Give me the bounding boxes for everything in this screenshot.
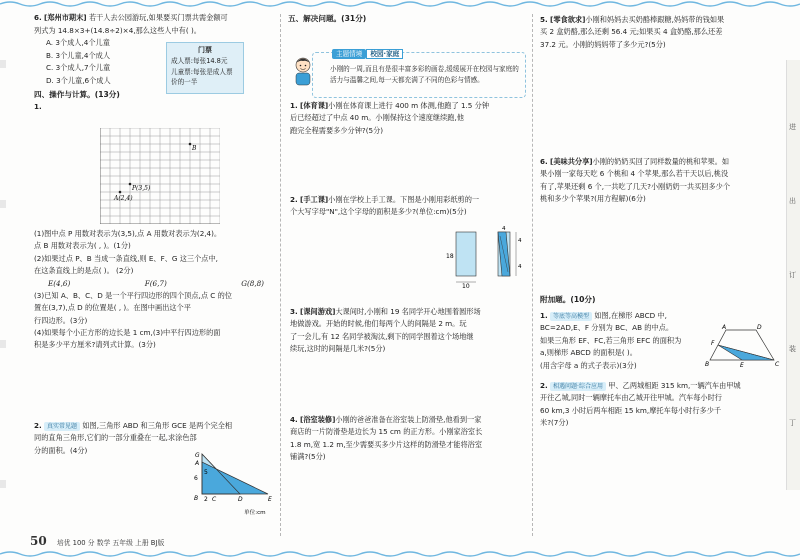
question-text: 大课间时,小刚和 19 名同学开心地围着圆形场	[335, 307, 481, 316]
option-b: B. 3个儿童,4个成人	[46, 50, 111, 60]
student-avatar-icon	[292, 56, 314, 86]
question-text: 后已经超过了中点 40 m。小刚保持这个速度继续跑,他	[290, 113, 464, 123]
section-four-heading: 四、操作与计算。(13分)	[34, 89, 120, 99]
binding-mark: 订	[789, 271, 796, 279]
question-type-badge: 真实常见题	[44, 422, 80, 431]
edge-mark	[0, 340, 6, 348]
q1-part4: (4)如果每个小正方形的边长是 1 cm,(3)中平行四边形的面	[34, 328, 221, 337]
unit-label: 单位:cm	[244, 510, 266, 516]
question-type-badge: 相遇问题·综合应用	[550, 382, 606, 391]
trapezoid-figure	[704, 322, 782, 368]
question-text: 小刚的奶奶买回了同样数量的桃和苹果。如	[592, 157, 730, 166]
question-4-middle	[290, 414, 528, 464]
question-source-tag: [浴室装修]	[300, 415, 336, 424]
q1-part2-answer: 在这条直线上的是点( )。 (2分)	[34, 266, 134, 276]
theme-text: 小刚的一周,而且有是很丰富多彩的画卷,缓缓展开在校园与家庭的活力与温馨之间,每一天都充满了不同的色彩与情感。	[330, 65, 519, 85]
q1-part3-cont: 置在(3,7),点 D 的位置是( , )。在图中画出这个平	[34, 303, 191, 313]
question-type-badge: 等底等高模型	[550, 312, 592, 321]
middle-column	[288, 12, 528, 25]
question-text: 地做游戏。开始的时候,他们每两个人的间隔是 2 m。玩	[290, 319, 467, 329]
child-ticket-price: 儿童票:每张是成人票价的一半	[171, 67, 233, 87]
edge-mark	[0, 480, 6, 488]
question-number: 2.	[540, 381, 548, 390]
label-5: 5	[204, 469, 208, 476]
dimension-4-top: 4	[502, 226, 506, 232]
bottom-wave-border	[0, 548, 800, 560]
extra-question-2	[540, 380, 780, 430]
q1-part2: (2)如果过点 P、B 当成一条直线,则 E、F、G 这三个点中,	[34, 253, 218, 263]
label-g: G	[195, 452, 200, 459]
binding-mark: 出	[789, 197, 796, 205]
question-6-right	[540, 156, 780, 206]
question-text: 1.8 m,宽 1.2 m,至少需要买多少片这样的防滑垫才能将浴室	[290, 439, 483, 449]
theme-title	[332, 48, 403, 58]
theme-label: 主题情境	[332, 49, 366, 59]
question-number: 5.	[540, 15, 548, 24]
point-b	[189, 143, 192, 146]
point-a	[119, 191, 122, 194]
page-number: 50	[30, 534, 47, 548]
question-source-tag: [体育课]	[300, 101, 329, 110]
question-source-tag: [手工课]	[300, 195, 329, 204]
label-a: A	[722, 324, 727, 331]
dimension-4-lower: 4	[518, 264, 522, 270]
point-e: E(4,6)	[48, 278, 71, 288]
q1-part4-cont: 积是多少平方厘米?请列式计算。(3分)	[34, 340, 156, 350]
point-b-label: B	[192, 145, 197, 152]
question-text: 商店的一片防滑垫是边长为 15 cm 的正方形。小刚家浴室长	[290, 427, 483, 437]
question-text: 有了,苹果还剩 6 个,一共吃了几天?小刚奶奶一共买回多少个	[540, 181, 731, 191]
question-text: 若干人去公园游玩,如果要买门票共需金额可	[88, 13, 228, 22]
question-text: 续玩,这时的间隔是几米?(5分)	[290, 344, 386, 354]
question-text: 个大写字母"N",这个字母的面积是多少?(单位:cm)(5分)	[290, 207, 467, 217]
grid-lines	[100, 128, 220, 224]
question-source-tag: [零食欲求]	[550, 15, 586, 24]
question-text: 了一会儿,有 12 名同学被淘汰,剩下的同学围着这个场地继	[290, 331, 474, 341]
question-number: 4.	[290, 415, 298, 424]
label-c: C	[212, 496, 217, 503]
q1-part3-end: 行四边形。(3分)	[34, 315, 88, 325]
dimension-4-right: 4	[518, 238, 522, 244]
question-text: 果小刚一家每天吃 6 个桃和 4 个苹果,那么若干天以后,桃没	[540, 169, 729, 179]
question-text: 买 2 盒奶酪,那么还剩 56.4 元;如果买 4 盒奶酪,那么还差	[540, 27, 723, 37]
question-text: 60 km,3 小时后两车相距 15 km,摩托车每小时行多少千	[540, 405, 722, 415]
question-text: 甲、乙两城相距 315 km,一辆汽车由甲城	[608, 381, 741, 390]
column-divider	[532, 14, 533, 536]
option-a: A. 3个成人,4个儿童	[46, 38, 110, 48]
edge-mark	[0, 60, 6, 68]
edge-mark	[0, 200, 6, 208]
binding-mark: 进	[789, 123, 796, 131]
point-p	[129, 183, 132, 186]
question-text: 如图,在梯形 ABCD 中,	[594, 311, 667, 320]
question-text: 如果三角形 EF、FC,若三角形 EFC 的面积为	[540, 335, 682, 345]
question-5-right	[540, 14, 780, 51]
question-number: 1.	[290, 101, 298, 110]
point-f: F(6,7)	[144, 278, 167, 288]
question-text: 如图,三角形 ABD 和三角形 GCE 是两个完全相	[82, 421, 233, 430]
question-number: 1.	[34, 101, 42, 111]
question-number: 6.	[34, 13, 42, 22]
dimension-18: 18	[446, 253, 454, 260]
question-2-middle	[290, 194, 528, 219]
question-text: 分的面积。(4分)	[34, 445, 88, 455]
question-3-middle	[290, 306, 528, 356]
point-a-label: A(2,4)	[114, 195, 133, 202]
question-text: 铺满?(5分)	[290, 452, 326, 462]
question-source-tag: [课间游戏]	[300, 307, 336, 316]
top-wave-border	[0, 0, 800, 10]
question-text: 桃和多少个苹果?(用方程解)(6分)	[540, 194, 646, 204]
label-d: D	[238, 496, 243, 503]
question-number: 1.	[540, 311, 548, 320]
question-text: 小刚的爸爸准备在浴室装上防滑垫,他看到一家	[335, 415, 482, 424]
overlapping-triangles-figure	[188, 448, 280, 520]
point-p-label: P(3,5)	[132, 185, 151, 192]
label-c: C	[775, 361, 780, 368]
option-d: D. 3个儿童,6个成人	[46, 75, 111, 85]
question-text: BC=2AD,E、F 分别为 BC、AB 的中点。	[540, 323, 674, 333]
question-text: 开往乙城,同时一辆摩托车由乙城开往甲城。汽车每小时行	[540, 393, 722, 403]
binding-mark: 装	[789, 345, 796, 353]
extra-question-1	[540, 310, 715, 372]
label-b: B	[194, 495, 199, 502]
question-text: 列式为 14.8×3+(14.8÷2)×4,那么这些人中有( )。	[34, 25, 201, 35]
label-6: 6	[194, 475, 198, 482]
question-number: 2.	[34, 421, 42, 430]
point-g: G(8,8)	[241, 278, 264, 288]
question-text: 小刚在学校上手工课。下图是小刚用彩纸剪的一	[328, 195, 480, 204]
theme-place: 校园·家庭	[366, 49, 403, 59]
question-text: 小刚在体育课上进行 400 m 体测,他跑了 1.5 分钟	[328, 101, 490, 110]
ticket-price-box	[166, 42, 244, 94]
candidate-points	[34, 278, 278, 290]
label-2: 2	[204, 496, 208, 503]
question-text: (用含字母 a 的式子表示)(3分)	[540, 360, 637, 370]
label-e: E	[268, 496, 272, 503]
page-footer	[30, 534, 164, 548]
column-divider	[280, 14, 281, 536]
section-five-heading: 五、解决问题。(31分)	[288, 14, 367, 23]
question-text: 同的直角三角形,它们的一部分重叠在一起,求涂色部	[34, 433, 197, 443]
label-d: D	[757, 324, 762, 331]
question-1-middle	[290, 100, 528, 137]
question-text: a,则梯形 ABCD 的面积是( )。	[540, 348, 637, 358]
question-text: 37.2 元。小刚的妈妈带了多少元?(5分)	[540, 39, 666, 49]
coordinate-grid	[100, 128, 220, 224]
option-c: C. 3个成人,7个儿童	[46, 63, 111, 73]
label-e: E	[740, 362, 744, 368]
question-number: 2.	[290, 195, 298, 204]
q1-part1: (1)图中点 P 用数对表示为(3,5),点 A 用数对表示为(2,4)。	[34, 229, 222, 238]
letter-n-figure	[442, 222, 526, 290]
question-source-tag: [郑州市期末]	[44, 13, 87, 22]
ticket-title: 门票	[198, 46, 212, 54]
q1-text-block	[34, 228, 278, 352]
label-a: A	[195, 460, 200, 467]
question-text: 小刚和妈妈去买奶酪棒跟糖,妈妈带的钱如果	[585, 15, 725, 24]
binding-mark: 丁	[789, 419, 796, 427]
q1-part3: (3)已知 A、B、C、D 是一个平行四边形的四个顶点,点 C 的位	[34, 290, 232, 300]
question-number: 6.	[540, 157, 548, 166]
q1-part1-answer: 点 B 用数对表示为( , )。(1分)	[34, 241, 131, 251]
question-number: 3.	[290, 307, 298, 316]
label-b: B	[705, 361, 710, 368]
question-text: 跑完全程需要多少分钟?(5分)	[290, 125, 384, 135]
question-text: 米?(7分)	[540, 418, 569, 428]
question-source-tag: [美味共分享]	[550, 157, 593, 166]
question-6	[34, 12, 274, 25]
adult-ticket-price: 成人票:每张14.8元	[171, 57, 228, 66]
extra-heading: 附加题。(10分)	[540, 295, 596, 304]
dimension-10: 10	[462, 283, 470, 290]
book-info: 培优 100 分 数学 五年级 上册 BJ版	[56, 539, 165, 547]
label-f: F	[711, 340, 715, 347]
